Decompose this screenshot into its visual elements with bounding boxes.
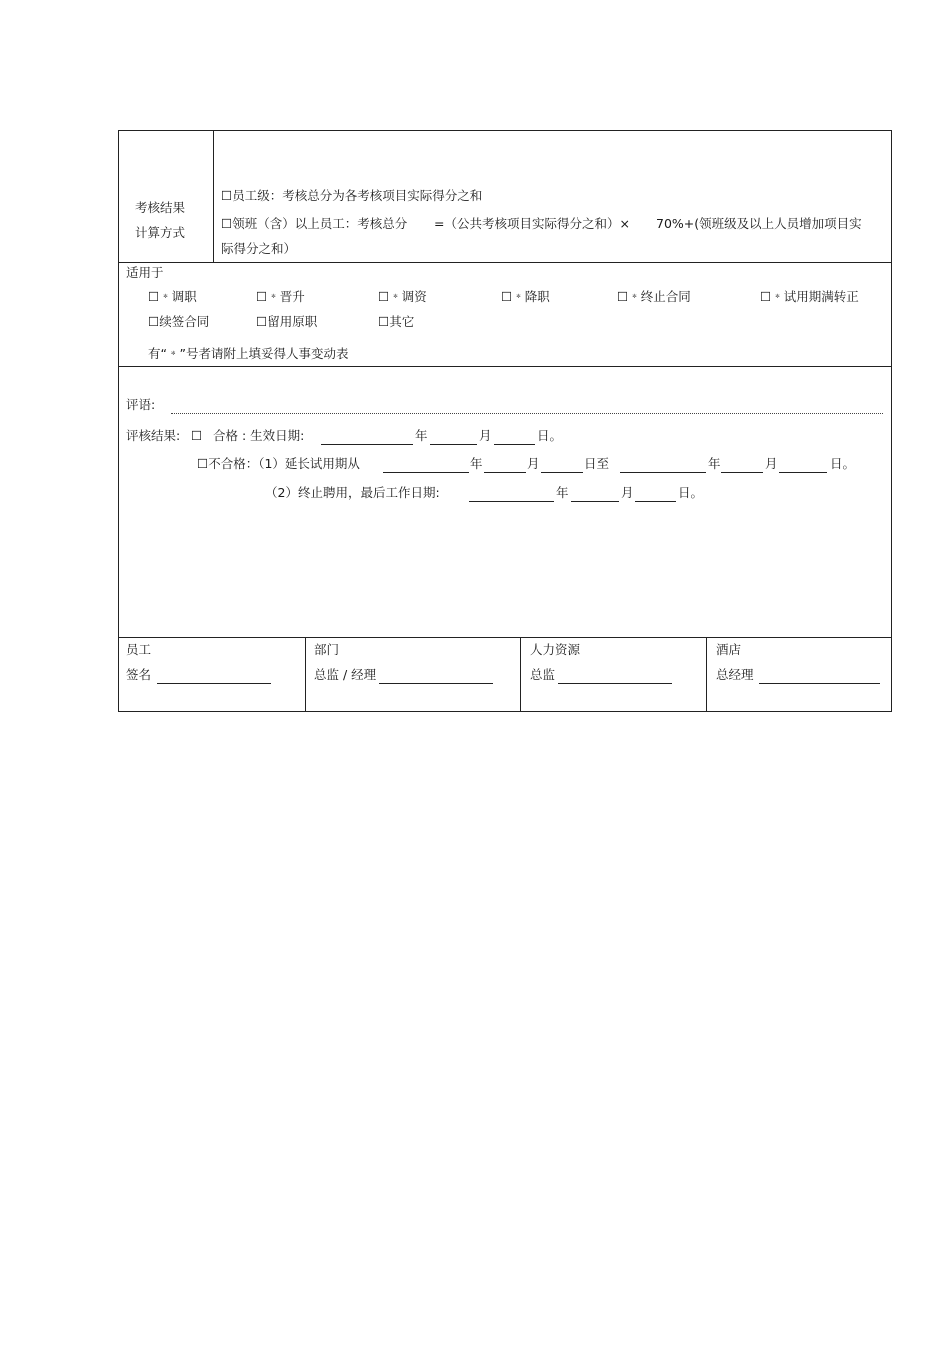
sign-hotel-field[interactable] — [759, 683, 880, 684]
applies-terminate-contract[interactable]: ☐﹡终止合同 — [617, 289, 691, 304]
pass-month-field[interactable] — [430, 444, 477, 445]
sign-dept-label: 总监 / 经理 — [314, 667, 377, 682]
sign-dept-title: 部门 — [314, 642, 340, 657]
applies-title: 适用于 — [126, 265, 164, 280]
extend-from-year-label: 年 — [470, 456, 483, 471]
applies-note: 有“﹡”号者请附上填妥得人事变动表 — [148, 346, 349, 361]
sign-employee-title: 员工 — [126, 642, 152, 657]
extend-from-day-field[interactable] — [541, 472, 583, 473]
applies-other[interactable]: ☐其它 — [378, 314, 415, 329]
result-label: 评核结果: — [126, 428, 181, 443]
terminate-label[interactable]: （2）终止聘用，最后工作日期: — [265, 485, 440, 500]
calc-label-line1: 考核结果 — [135, 200, 186, 215]
extend-from-month-label: 月 — [527, 456, 540, 471]
terminate-day-label: 日。 — [678, 485, 704, 500]
divider-review — [119, 637, 891, 638]
sign-hr-field[interactable] — [558, 683, 672, 684]
divider-calc — [119, 262, 891, 263]
comment-label: 评语: — [126, 397, 156, 412]
sign-hr-label: 总监 — [530, 667, 556, 682]
applies-renew-contract[interactable]: ☐续签合同 — [148, 314, 210, 329]
extend-to-year-label: 年 — [708, 456, 721, 471]
applies-promotion[interactable]: ☐﹡晋升 — [256, 289, 305, 304]
pass-month-label: 月 — [479, 428, 492, 443]
extend-to-year-field[interactable] — [620, 472, 706, 473]
extend-from-month-field[interactable] — [484, 472, 526, 473]
terminate-month-label: 月 — [621, 485, 634, 500]
pass-day-label: 日。 — [537, 428, 563, 443]
pass-checkbox[interactable]: ☐ — [191, 428, 203, 443]
sign-employee-field[interactable] — [157, 683, 271, 684]
fail-label[interactable]: ☐不合格：（1）延长试用期从 — [197, 456, 360, 471]
terminate-day-field[interactable] — [635, 501, 676, 502]
extend-to-label: 日至 — [584, 456, 610, 471]
extend-from-year-field[interactable] — [383, 472, 469, 473]
applies-probation-confirm[interactable]: ☐﹡试用期满转正 — [760, 289, 859, 304]
calc-formula-percent: 70%+(领班级及以上人员增加项目实 — [656, 216, 862, 231]
pass-year-label: 年 — [415, 428, 428, 443]
pass-year-field[interactable] — [321, 444, 413, 445]
pass-day-field[interactable] — [494, 444, 535, 445]
terminate-year-field[interactable] — [469, 501, 554, 502]
applies-retain-position[interactable]: ☐留用原职 — [256, 314, 318, 329]
extend-to-month-label: 月 — [765, 456, 778, 471]
sign-col-divider-2 — [520, 637, 521, 711]
pass-label: 合格 : 生效日期: — [213, 428, 305, 443]
extend-to-day-field[interactable] — [779, 472, 827, 473]
assessment-form — [118, 130, 892, 712]
sign-hotel-label: 总经理 — [716, 667, 754, 682]
sign-employee-label: 签名 — [126, 667, 152, 682]
calc-label-line2: 计算方式 — [135, 225, 186, 240]
applies-transfer[interactable]: ☐﹡调职 — [148, 289, 197, 304]
extend-to-day-label: 日。 — [830, 456, 856, 471]
applies-salary-adjust[interactable]: ☐﹡调资 — [378, 289, 427, 304]
sign-hr-title: 人力资源 — [530, 642, 581, 657]
terminate-year-label: 年 — [556, 485, 569, 500]
divider-applies — [119, 366, 891, 367]
sign-col-divider-3 — [706, 637, 707, 711]
calc-formula: =（公共考核项目实际得分之和）× — [434, 216, 630, 231]
sign-dept-field[interactable] — [379, 683, 493, 684]
terminate-month-field[interactable] — [571, 501, 619, 502]
sign-hotel-title: 酒店 — [716, 642, 742, 657]
calc-option-supervisor[interactable]: ☐领班（含）以上员工：考核总分 — [221, 216, 408, 231]
sign-col-divider-1 — [305, 637, 306, 711]
extend-to-month-field[interactable] — [721, 472, 763, 473]
applies-demotion[interactable]: ☐﹡降职 — [501, 289, 550, 304]
calc-option-staff[interactable]: ☐员工级：考核总分为各考核项目实际得分之和 — [221, 188, 483, 203]
calc-formula-end: 际得分之和） — [221, 241, 297, 256]
calc-col-divider — [213, 131, 214, 262]
comment-line[interactable] — [171, 413, 883, 414]
